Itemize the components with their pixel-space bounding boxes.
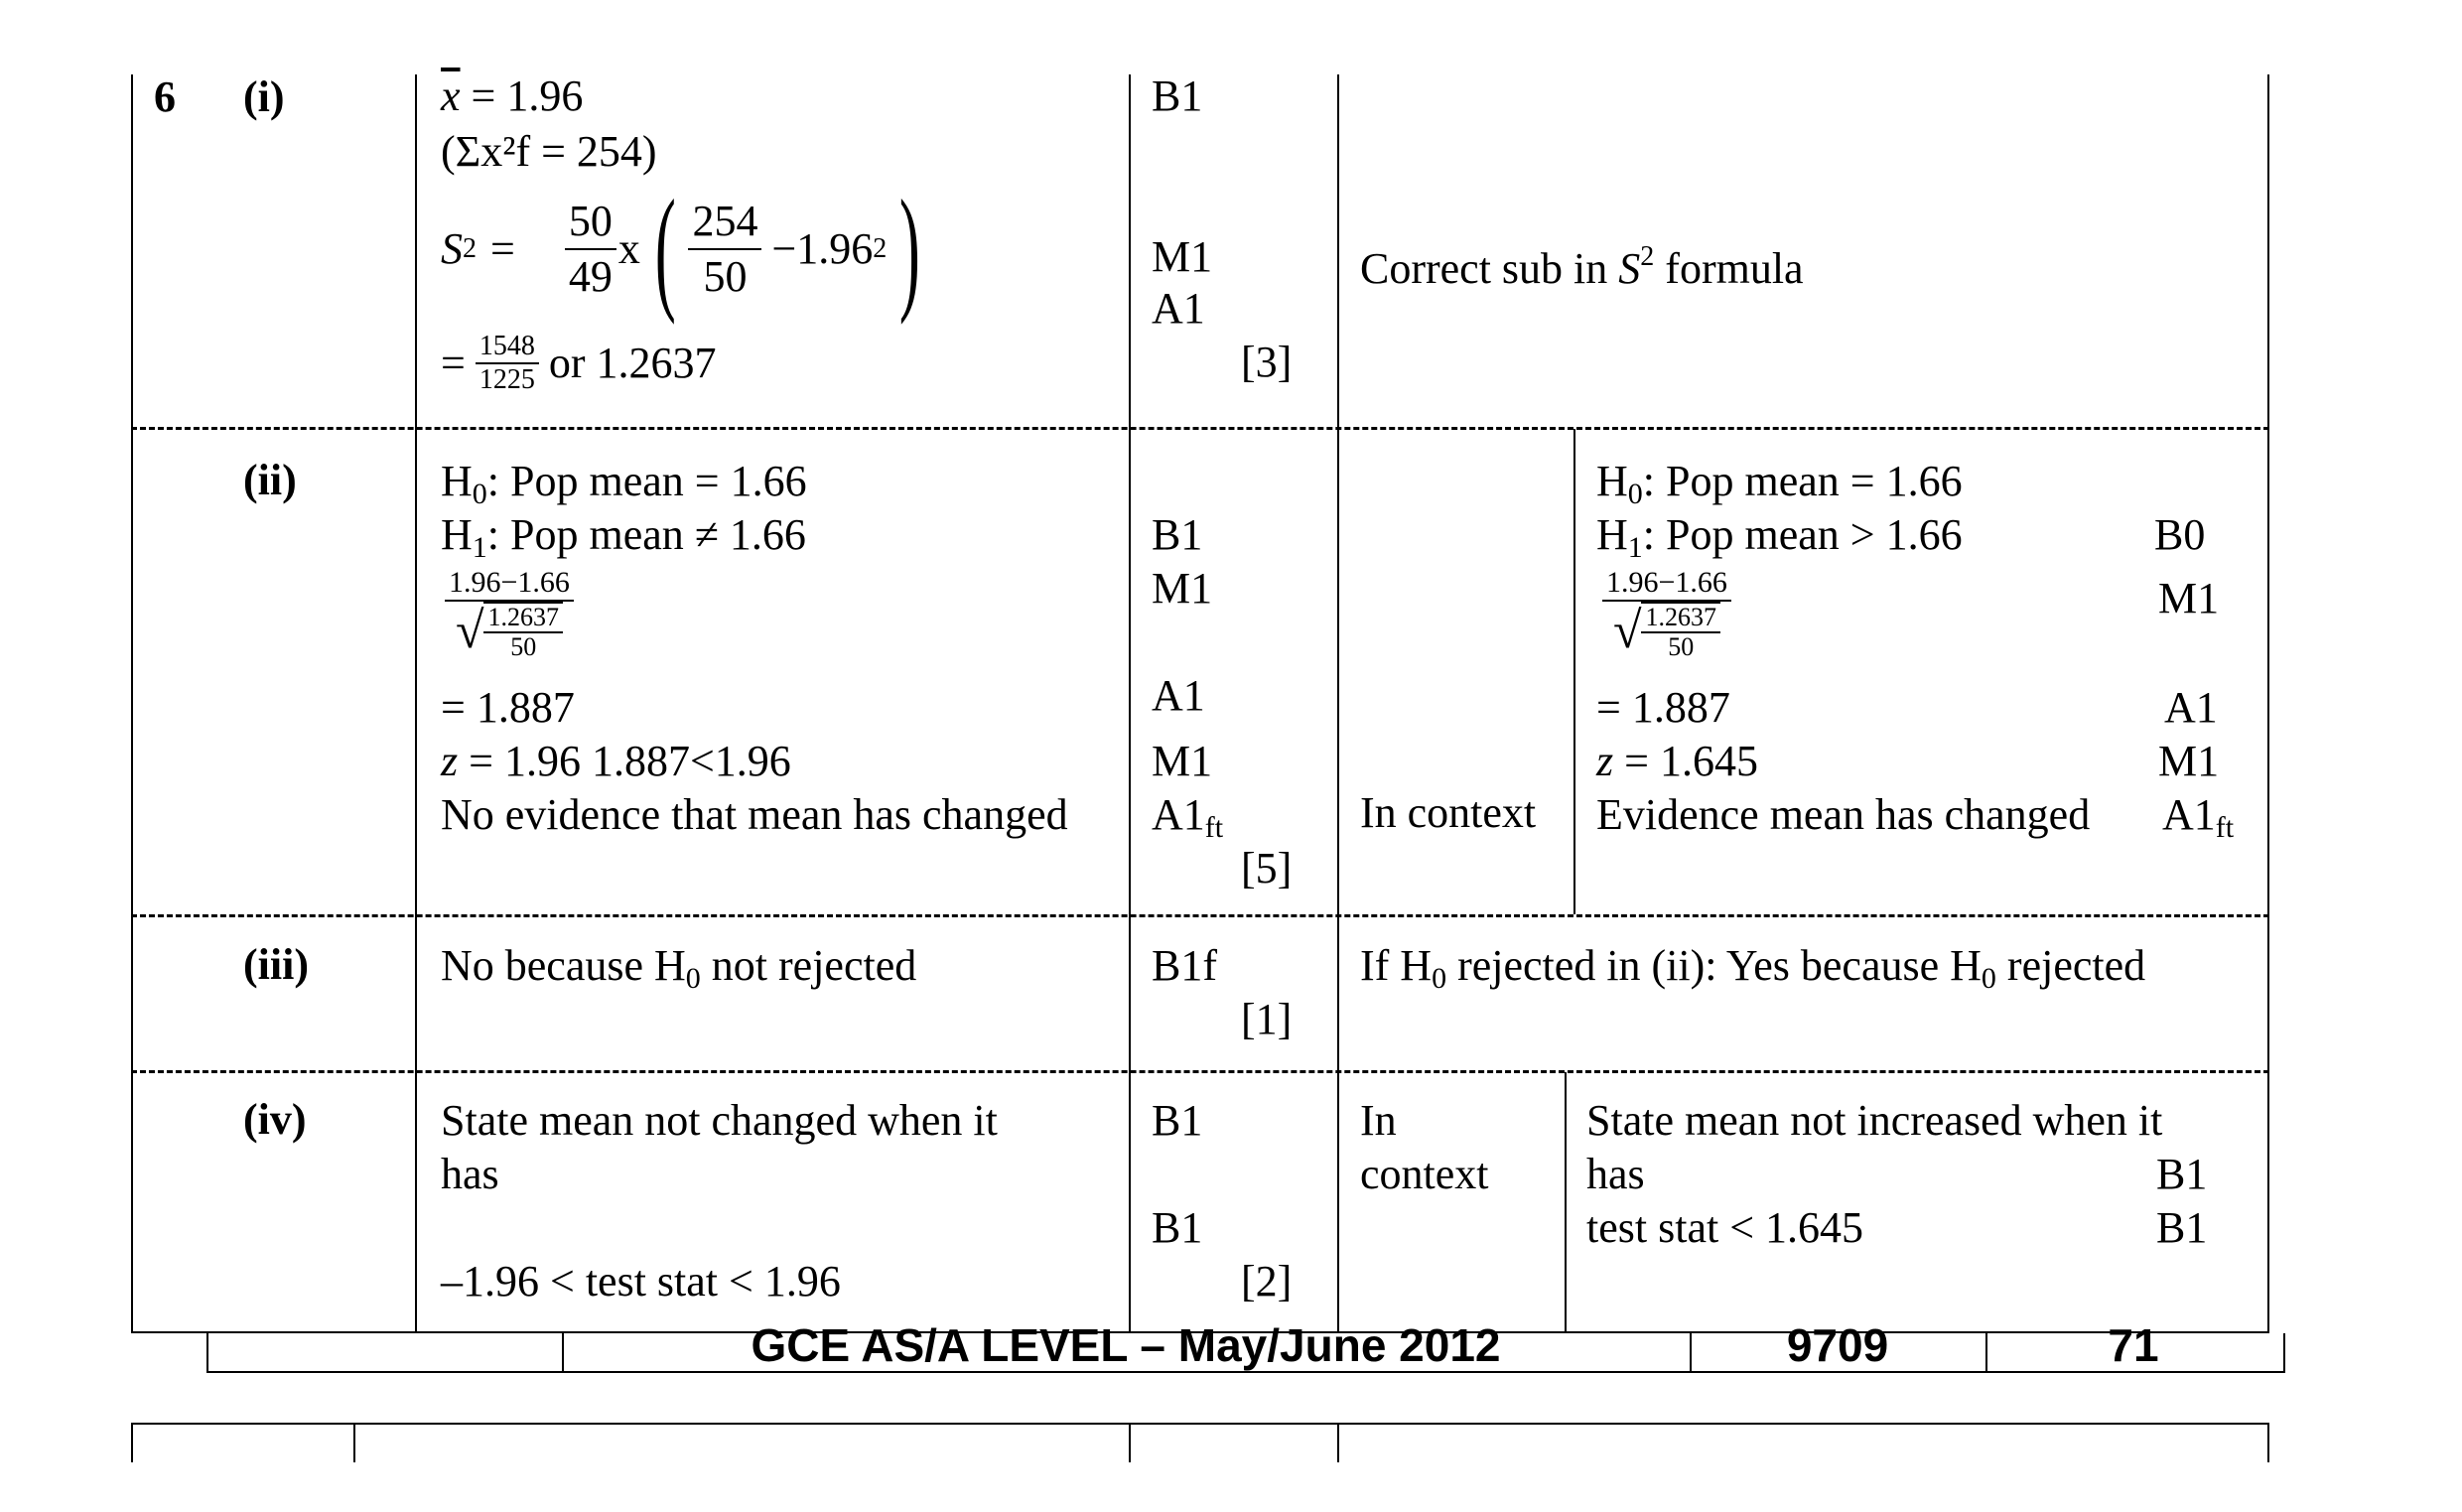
s-symbol: S [441, 224, 463, 273]
guidance-iii: If $H_0$ rejected in (ii): Yes because $H_0$ rejected [1360, 941, 2146, 995]
mark-b1: B1 [1152, 510, 1203, 559]
alt-mark-a1: A1 [2164, 683, 2218, 732]
mark-a1-ft: $A1_{ft}$ [1152, 790, 1224, 844]
alt-answer-iv-line2: has [1586, 1150, 1645, 1198]
fraction-denominator: √ 1.2637 50 [445, 602, 574, 661]
divider-alt-iv [1565, 1072, 1567, 1333]
fraction-numerator: 1.96−1.66 [445, 566, 574, 602]
test-statistic-value: = 1.887 [441, 683, 575, 732]
equals-sign: = [441, 339, 466, 387]
total-marks-i: [3] [1241, 338, 1293, 386]
answer-iv-line1: State mean not changed when it [441, 1096, 998, 1145]
footer-paper: 71 [2108, 1319, 2159, 1371]
part-label-iv: (iv) [243, 1095, 307, 1144]
mark-b1f: B1f [1152, 941, 1217, 990]
table-border-right [2267, 74, 2269, 1333]
variance-result [441, 324, 716, 403]
next-table-right [2267, 1423, 2269, 1462]
alt-alt-hypothesis: $H_1$: Pop mean > 1.66 [1596, 510, 1963, 564]
answer-iv-line2: has [441, 1150, 499, 1198]
fraction-1548-1225: $\frac{1548}{1225}$ [476, 331, 539, 396]
alt-conclusion: Evidence mean has changed [1596, 790, 2091, 839]
part-label-ii: (ii) [243, 456, 297, 504]
mean-value: = 1.96 [460, 71, 584, 120]
alt-mark-b0: B0 [2154, 510, 2206, 559]
sqrt-icon: √ [1612, 603, 1642, 659]
alt-test-statistic-fraction: 1.96−1.66 √ 1.2637 50 [1602, 566, 1731, 661]
mark-m1: M1 [1152, 232, 1213, 281]
total-marks-iv: [2] [1241, 1257, 1293, 1306]
footer-syllabus: 9709 [1786, 1319, 1889, 1371]
guidance-i: Correct sub in $S^2$ formula [1360, 241, 1804, 293]
alt-test-statistic-value: = 1.887 [1596, 683, 1730, 732]
right-paren: ) [899, 172, 921, 326]
mark-b1: B1 [1152, 71, 1203, 120]
null-hypothesis: $H_0$: Pop mean = 1.66 [441, 457, 807, 510]
result-decimal: or 1.2637 [548, 339, 717, 387]
alt-null-hypothesis: $H_0$: Pop mean = 1.66 [1596, 457, 1963, 510]
answer-iii: No because $H_0$ not rejected [441, 941, 917, 995]
square-superscript: 2 [463, 233, 477, 264]
divider-marks-left [1129, 74, 1131, 1333]
square-superscript: 2 [873, 233, 888, 264]
sum-line: (Σx²f = 254) [441, 127, 657, 176]
divider-answer-left [415, 74, 417, 1333]
guidance-iv-line2: context [1360, 1150, 1489, 1198]
mark-a1: A1 [1152, 284, 1205, 333]
alt-hypothesis: $H_1$: Pop mean ≠ 1.66 [441, 510, 806, 564]
mark-m1: M1 [1152, 737, 1213, 785]
row-separator [131, 914, 2269, 917]
equals-sign: = [490, 224, 515, 273]
guidance-iv-line1: In [1360, 1096, 1397, 1145]
row-separator [131, 1070, 2269, 1073]
fraction-50-49: $\frac{50}{49}$ [565, 195, 616, 304]
next-table-left [131, 1423, 133, 1462]
times-sign: x [617, 224, 640, 273]
alt-mark-m1: M1 [2158, 574, 2220, 622]
critical-value: z = 1.96 1.887<1.96 [441, 737, 791, 785]
alt-mark-a1-ft: $A1_{ft}$ [2162, 790, 2235, 844]
alt-mark-m1: M1 [2158, 737, 2220, 785]
table-border-left [131, 74, 133, 1333]
question-number: 6 [154, 72, 176, 121]
left-paren: ( [654, 172, 676, 326]
next-table-top [131, 1423, 2269, 1425]
mark-b1: B1 [1152, 1096, 1203, 1145]
minus-term: −1.96 [771, 224, 874, 273]
alt-answer-iv-line3: test stat < 1.645 [1586, 1203, 1864, 1252]
variance-formula [441, 172, 933, 326]
footer-title: GCE AS/A LEVEL – May/June 2012 [751, 1319, 1501, 1371]
part-label-iii: (iii) [243, 940, 309, 989]
mark-a1: A1 [1152, 671, 1205, 720]
part-label-i: (i) [243, 72, 285, 121]
alt-mark-b1: B1 [2156, 1150, 2208, 1198]
sqrt-icon: √ [455, 603, 484, 659]
conclusion: No evidence that mean has changed [441, 790, 1068, 839]
xbar-symbol: $\overline{x}$ [441, 71, 461, 120]
fraction-254-50: 254 50 [688, 195, 761, 304]
next-table-divider [353, 1423, 355, 1462]
mark-m1: M1 [1152, 564, 1213, 613]
alt-critical-value: z = 1.645 [1596, 737, 1758, 785]
next-table-divider [1129, 1423, 1131, 1462]
mean-line [441, 69, 583, 123]
divider-marks-right [1337, 74, 1339, 1333]
next-table-divider [1337, 1423, 1339, 1462]
total-marks-iii: [1] [1241, 995, 1293, 1043]
guidance-ii: In context [1360, 788, 1537, 837]
total-marks-ii: [5] [1241, 844, 1293, 893]
test-statistic-fraction [445, 566, 574, 661]
mark-b1: B1 [1152, 1203, 1203, 1252]
alt-answer-iv-line1: State mean not increased when it [1586, 1096, 2163, 1145]
answer-iv-line3: –1.96 < test stat < 1.96 [441, 1257, 841, 1306]
alt-mark-b1: B1 [2156, 1203, 2208, 1252]
row-separator [131, 427, 2269, 430]
divider-alt-ii [1573, 429, 1575, 914]
